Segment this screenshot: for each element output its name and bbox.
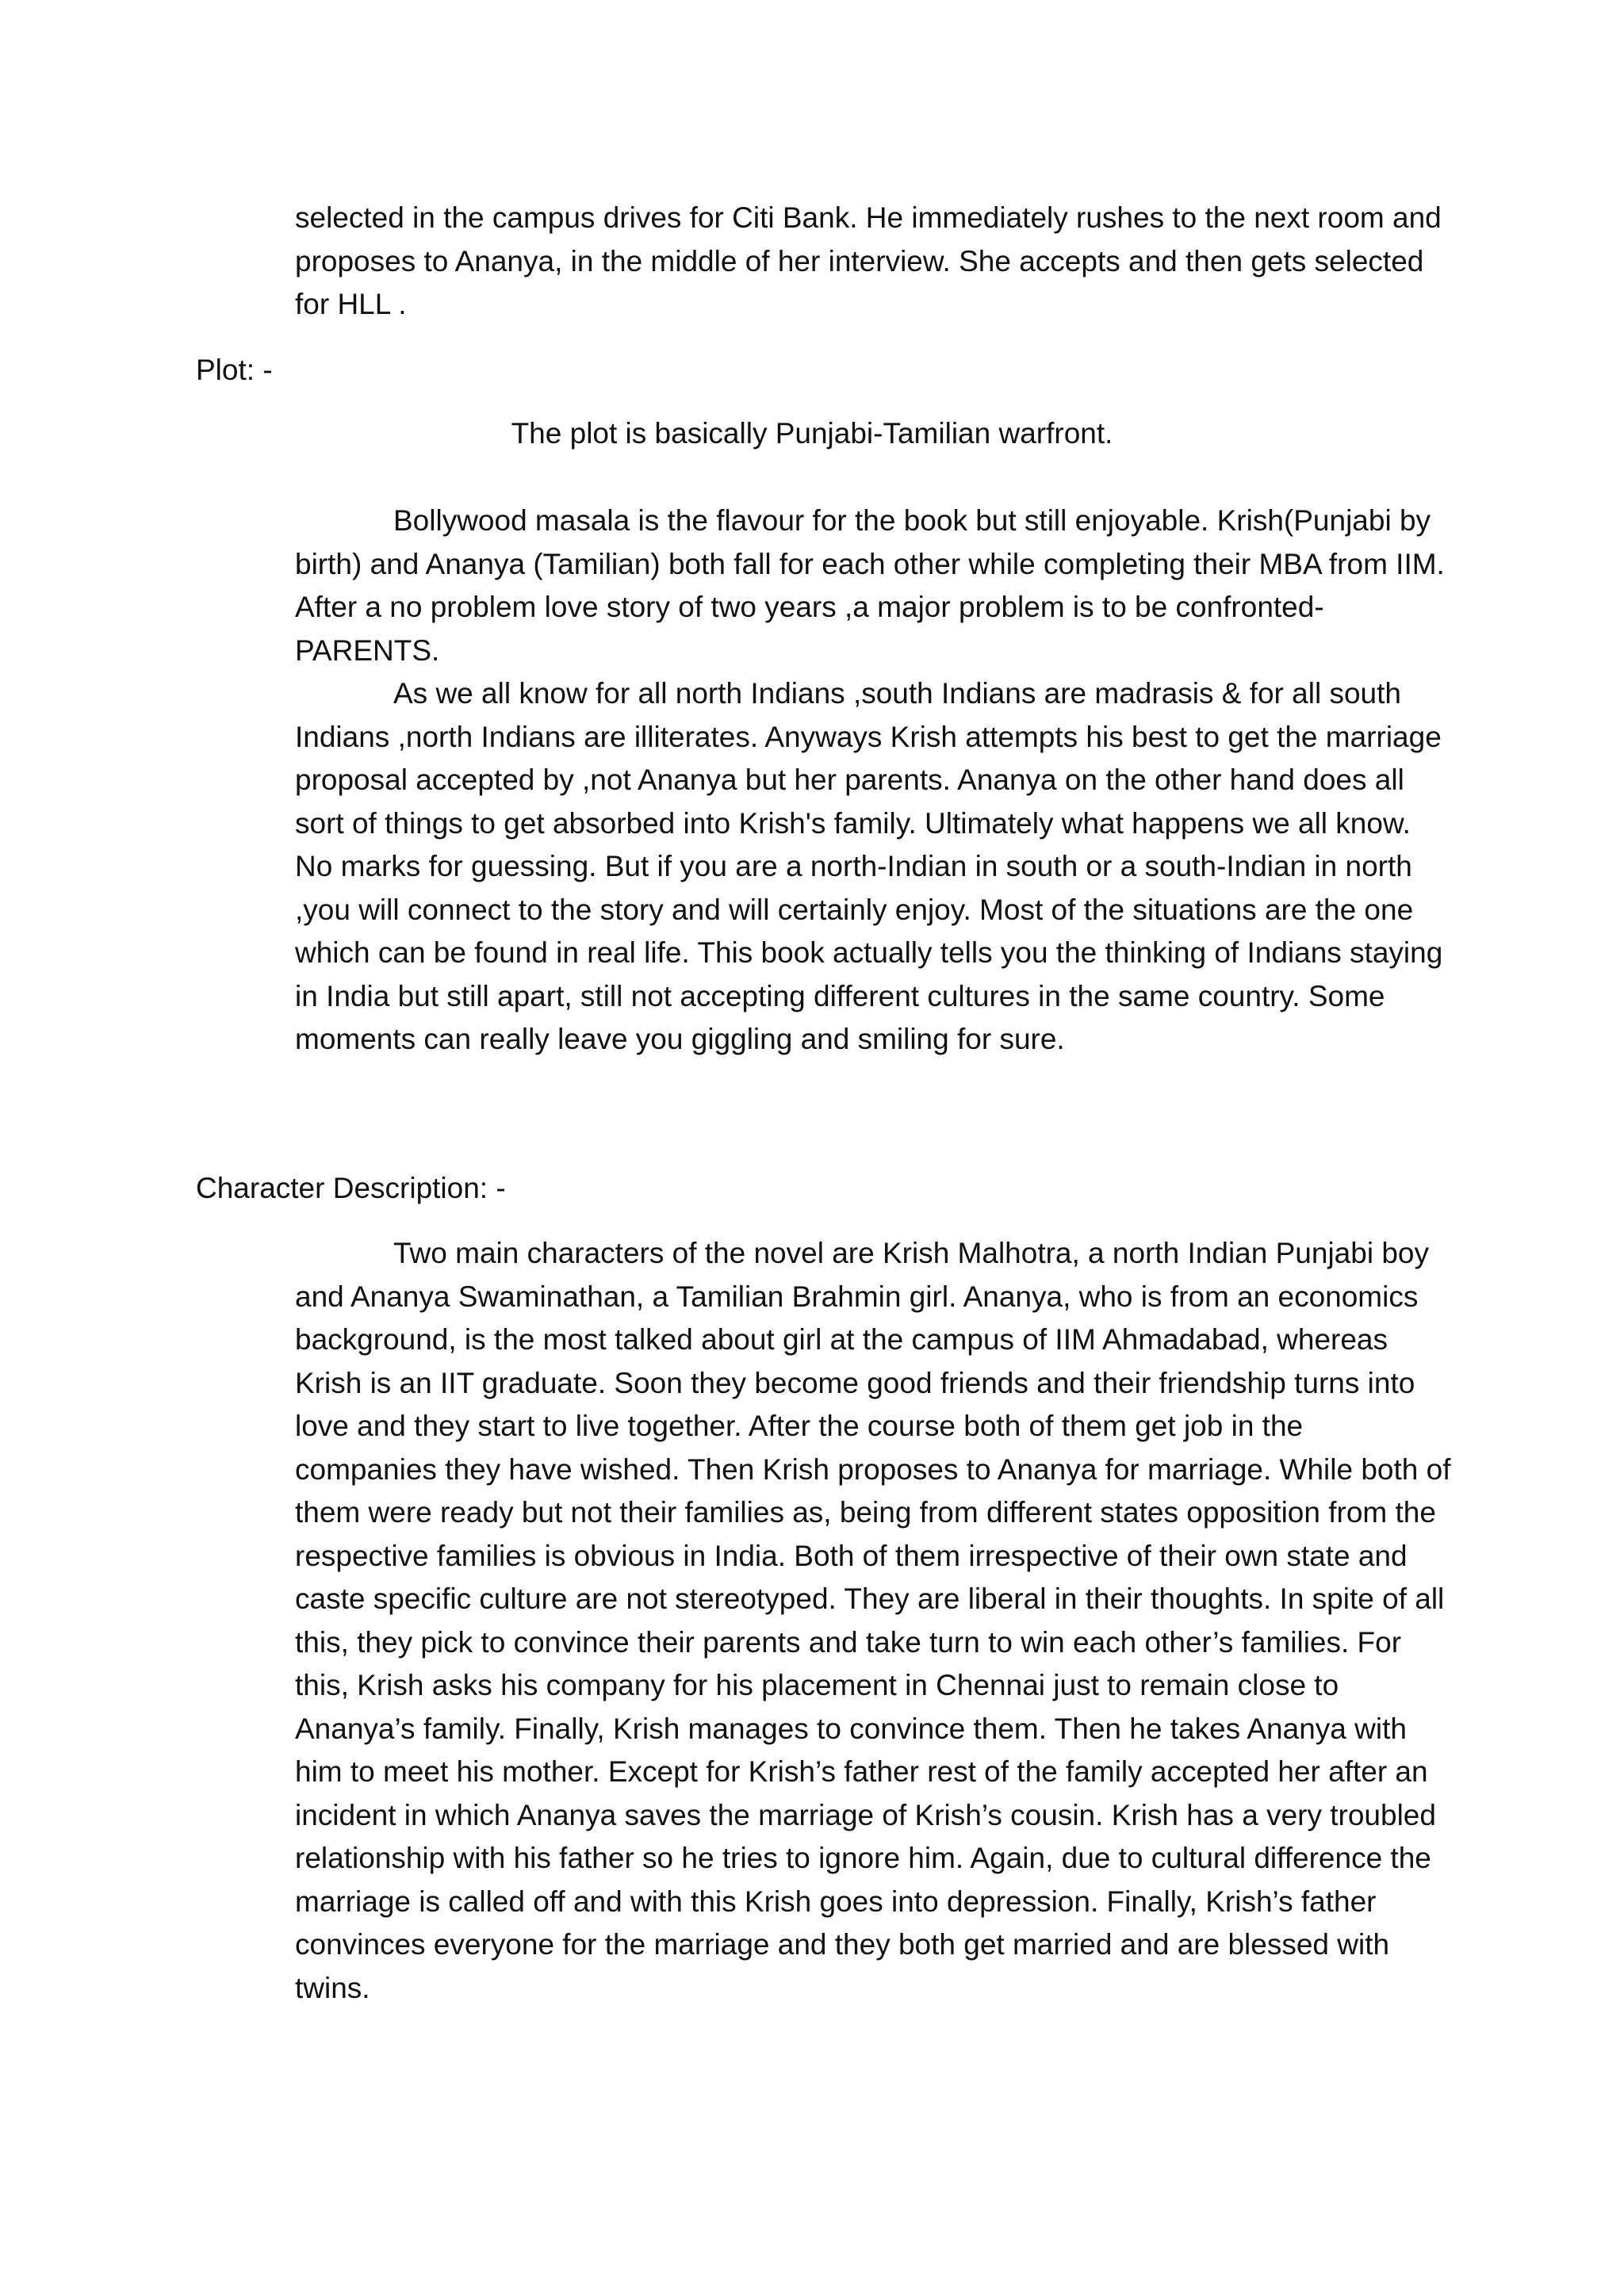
plot-paragraph-1: Bollywood masala is the flavour for the book but still enjoyable. Krish(Punjabi by birth) and Ananya (Tamilian) both fall for each other while completing their MBA from IIM. After a no problem love story of two years ,a major problem is to be confronted-PARENTS. (295, 504, 1445, 667)
plot-heading: Plot: - (196, 354, 273, 386)
intro-paragraph (295, 197, 1453, 327)
plot-body (295, 499, 1453, 1062)
intro-text: selected in the campus drives for Citi Bank. He immediately rushes to the next room and proposes to Ananya, in the middle of her interview. She accepts and then gets selected for HLL . (295, 201, 1442, 320)
plot-paragraph-2: As we all know for all north Indians ,south Indians are madrasis & for all south Indians ,north Indians are illiterates. Anyways Krish attempts his best to get the marriage proposal accepted by ,not Ananya but her parents. Ananya on the other hand does all sort of things to get absorbed into Krish's family. Ultimately what happens we all know. No marks for guessing. But if you are a north-Indian in south or a south-Indian in north ,you will connect to the story and will certainly enjoy. Most of the situations are the one which can be found in real life. This book actually tells you the thinking of Indians staying in India but still apart, still not accepting different cultures in the same country. Some moments can really leave you giggling and smiling for sure. (295, 677, 1443, 1055)
character-description-paragraph: Two main characters of the novel are Krish Malhotra, a north Indian Punjabi boy and Ananya Swaminathan, a Tamilian Brahmin girl. Ananya, who is from an economics background, is the most talked about girl at the campus of IIM Ahmadabad, whereas Krish is an IIT graduate. Soon they become good friends and their friendship turns into love and they start to live together. After the course both of them get job in the companies they have wished. Then Krish proposes to Ananya for marriage. While both of them were ready but not their families as, being from different states opposition from the respective families is obvious in India. Both of them irrespective of their own state and caste specific culture are not stereotyped. They are liberal in their thoughts. In spite of all this, they pick to convince their parents and take turn to win each other’s families. For this, Krish asks his company for his placement in Chennai just to remain close to Ananya’s family. Finally, Krish manages to convince them. Then he takes Ananya with him to meet his mother. Except for Krish’s father rest of the family accepted her after an incident in which Ananya saves the marriage of Krish’s cousin. Krish has a very troubled relationship with his father so he tries to ignore him. Again, due to cultural difference the marriage is called off and with this Krish goes into depression. Finally, Krish’s father convinces everyone for the marriage and they both get married and are blessed with twins. (295, 1237, 1451, 2004)
plot-summary-line: The plot is basically Punjabi-Tamilian warfront. (511, 417, 1113, 450)
character-description-heading: Character Description: - (196, 1172, 506, 1204)
character-description-body (295, 1232, 1453, 2010)
